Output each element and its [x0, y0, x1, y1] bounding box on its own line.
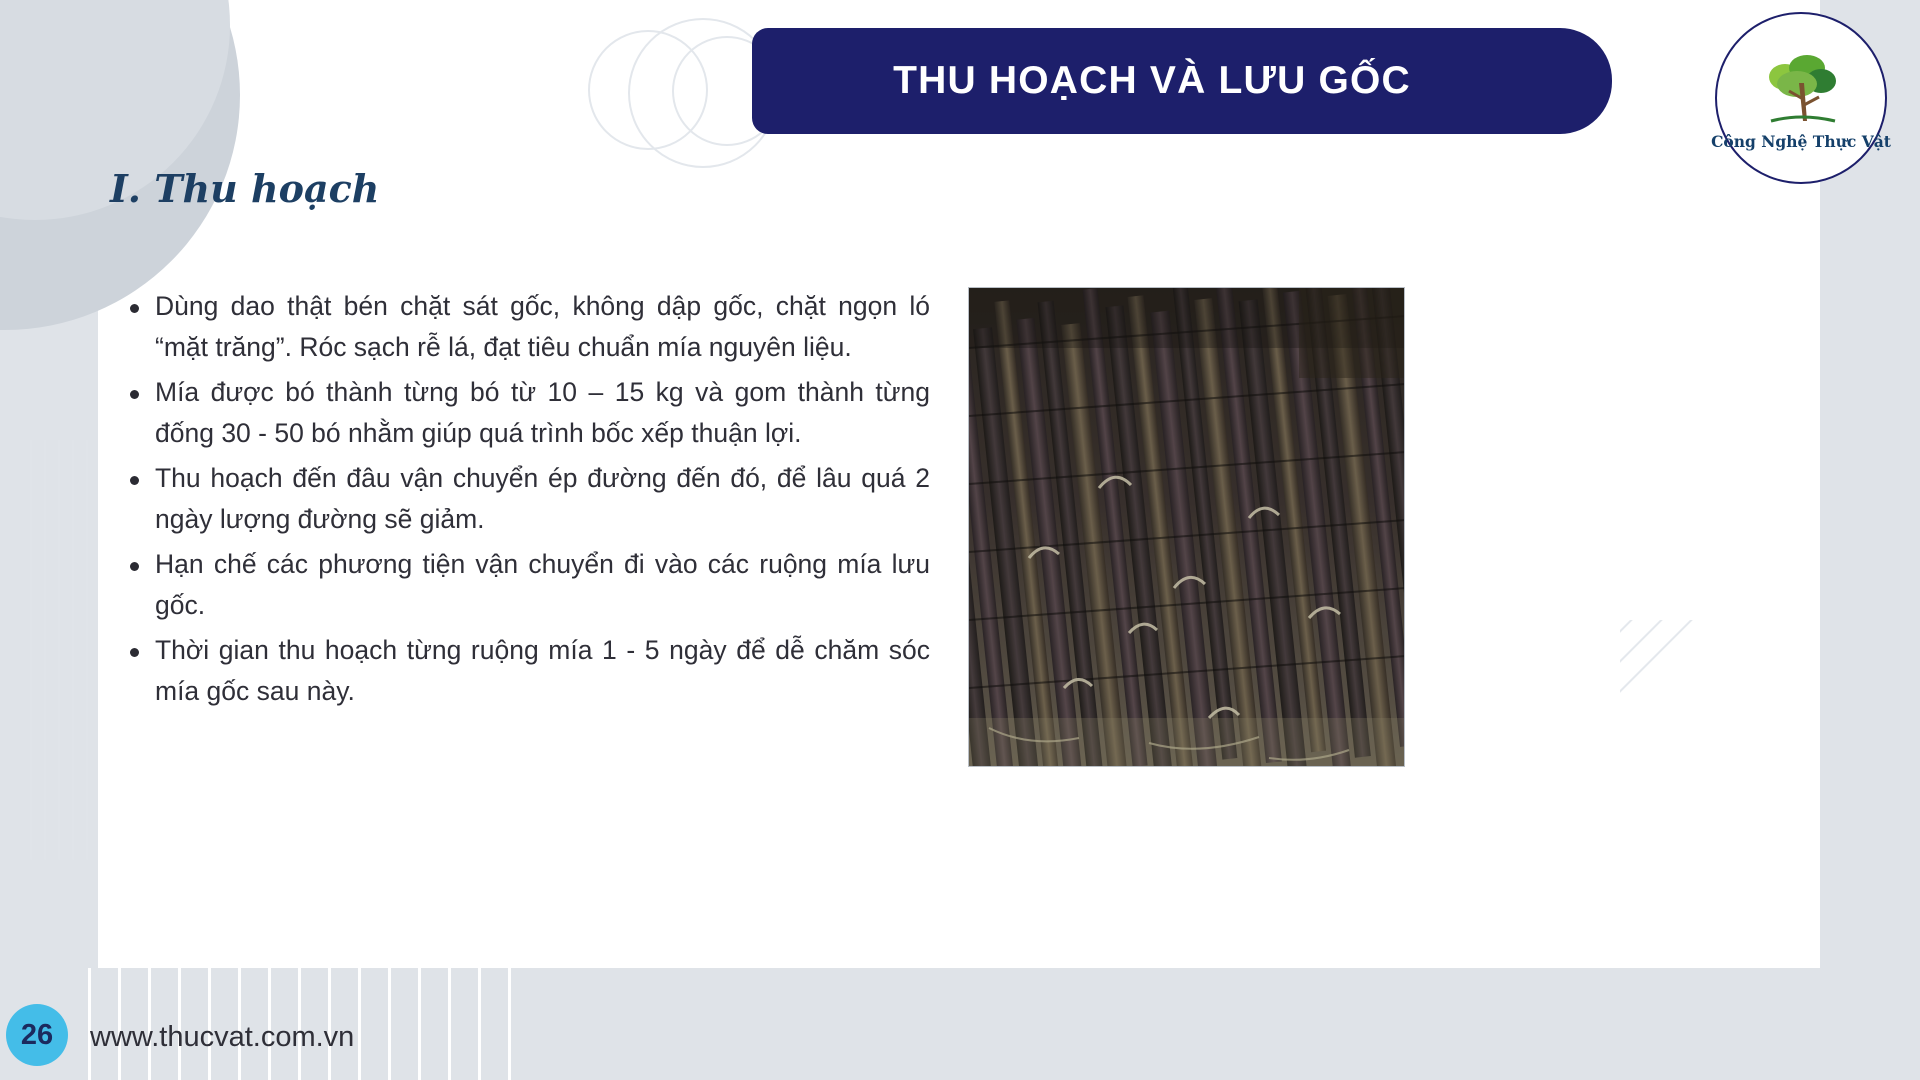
- sugarcane-photo: [968, 287, 1405, 767]
- list-item-text: Dùng dao thật bén chặt sát gốc, không dập gốc, chặt ngọn ló “mặt trăng”. Róc sạch rễ lá, đạt tiêu chuẩn mía nguyên liệu.: [155, 291, 930, 362]
- bullet-dot-icon: [130, 562, 139, 571]
- brand-logo: [1711, 12, 1891, 184]
- page-title: THU HOẠCH VÀ LƯU GỐC: [893, 59, 1411, 102]
- list-item: [130, 544, 930, 626]
- list-item: [130, 286, 930, 368]
- page-number-badge: 26: [6, 1004, 68, 1066]
- bullet-dot-icon: [130, 390, 139, 399]
- tree-icon: [1763, 53, 1839, 130]
- list-item-text: Hạn chế các phương tiện vận chuyển đi vào các ruộng mía lưu gốc.: [155, 549, 930, 620]
- decorative-left-lines: [30, 440, 100, 860]
- list-item: [130, 458, 930, 540]
- list-item: [130, 630, 930, 712]
- bullet-list: [130, 286, 930, 716]
- list-item-text: Thời gian thu hoạch từng ruộng mía 1 - 5 ngày để dễ chăm sóc mía gốc sau này.: [155, 635, 930, 706]
- slide-title-bar: [752, 28, 1612, 134]
- bullet-dot-icon: [130, 304, 139, 313]
- list-item: [130, 372, 930, 454]
- bullet-dot-icon: [130, 476, 139, 485]
- brand-logo-text: Công Nghệ Thực Vật: [1711, 132, 1891, 151]
- bullet-dot-icon: [130, 648, 139, 657]
- decorative-diagonal-lines: [1620, 620, 1920, 920]
- list-item-text: Thu hoạch đến đâu vận chuyển ép đường đến đó, để lâu quá 2 ngày lượng đường sẽ giảm.: [155, 463, 930, 534]
- list-item-text: Mía được bó thành từng bó từ 10 – 15 kg và gom thành từng đống 30 - 50 bó nhằm giúp quá trình bốc xếp thuận lợi.: [155, 377, 930, 448]
- section-heading: I. Thu hoạch: [110, 166, 380, 211]
- website-url: www.thucvat.com.vn: [90, 1021, 355, 1053]
